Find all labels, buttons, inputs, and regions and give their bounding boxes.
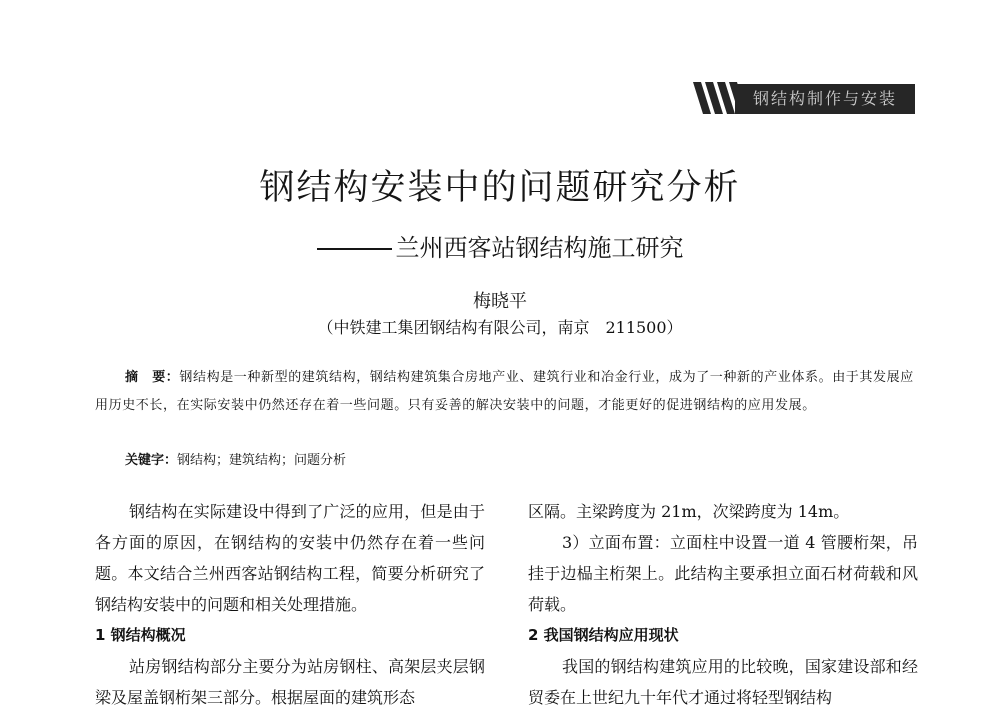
abstract-label: 摘 要：	[125, 370, 180, 385]
section-header-band	[735, 84, 915, 114]
section-heading: 1 钢结构概况	[95, 626, 186, 644]
article-subtitle	[0, 228, 1000, 263]
abstract	[95, 364, 925, 420]
body-column-right	[528, 496, 918, 713]
keywords-label: 关键字：	[125, 453, 178, 468]
keywords	[125, 450, 925, 472]
author-affiliation: （中铁建工集团钢结构有限公司，南京 211500）	[317, 318, 683, 337]
article-subtitle-text: 兰州西客站钢结构施工研究	[395, 234, 684, 262]
body-column-left	[95, 496, 485, 713]
section-header-label: 钢结构制作与安装	[752, 89, 897, 108]
article-title: 钢结构安装中的问题研究分析	[259, 168, 741, 208]
keywords-text: 钢结构；建筑结构；问题分析	[177, 453, 347, 468]
subtitle-dash	[317, 248, 392, 250]
body-paragraph: 站房钢结构部分主要分为站房钢柱、高架层夹层钢梁及屋盖钢桁架三部分。根据屋面的建筑形态	[95, 657, 485, 707]
body-paragraph: 我国的钢结构建筑应用的比较晚，国家建设部和经贸委在上世纪九十年代才通过将轻型钢结构	[528, 657, 918, 707]
abstract-text: 钢结构是一种新型的建筑结构，钢结构建筑集合房地产业、建筑行业和冶金行业，成为了一种新的产业体系。由于其发展应用历史不长，在实际安装中仍然还存在着一些问题。只有妥善的解决安装中的问题，才能更好的促进钢结构的应用发展。	[95, 370, 914, 413]
body-paragraph: 钢结构在实际建设中得到了广泛的应用，但是由于各方面的原因，在钢结构的安装中仍然存在着一些问题。本文结合兰州西客站钢结构工程，简要分析研究了钢结构安装中的问题和相关处理措施。	[95, 502, 485, 614]
body-paragraph: 3）立面布置：立面柱中设置一道 4 管腰桁架，吊挂于边榀主桁架上。此结构主要承担立面石材荷载和风荷载。	[528, 533, 918, 614]
author-name: 梅晓平	[473, 291, 527, 312]
section-band-stripes-icon	[683, 80, 743, 116]
section-heading: 2 我国钢结构应用现状	[528, 626, 679, 644]
body-paragraph: 区隔。主梁跨度为 21m，次梁跨度为 14m。	[528, 502, 850, 521]
